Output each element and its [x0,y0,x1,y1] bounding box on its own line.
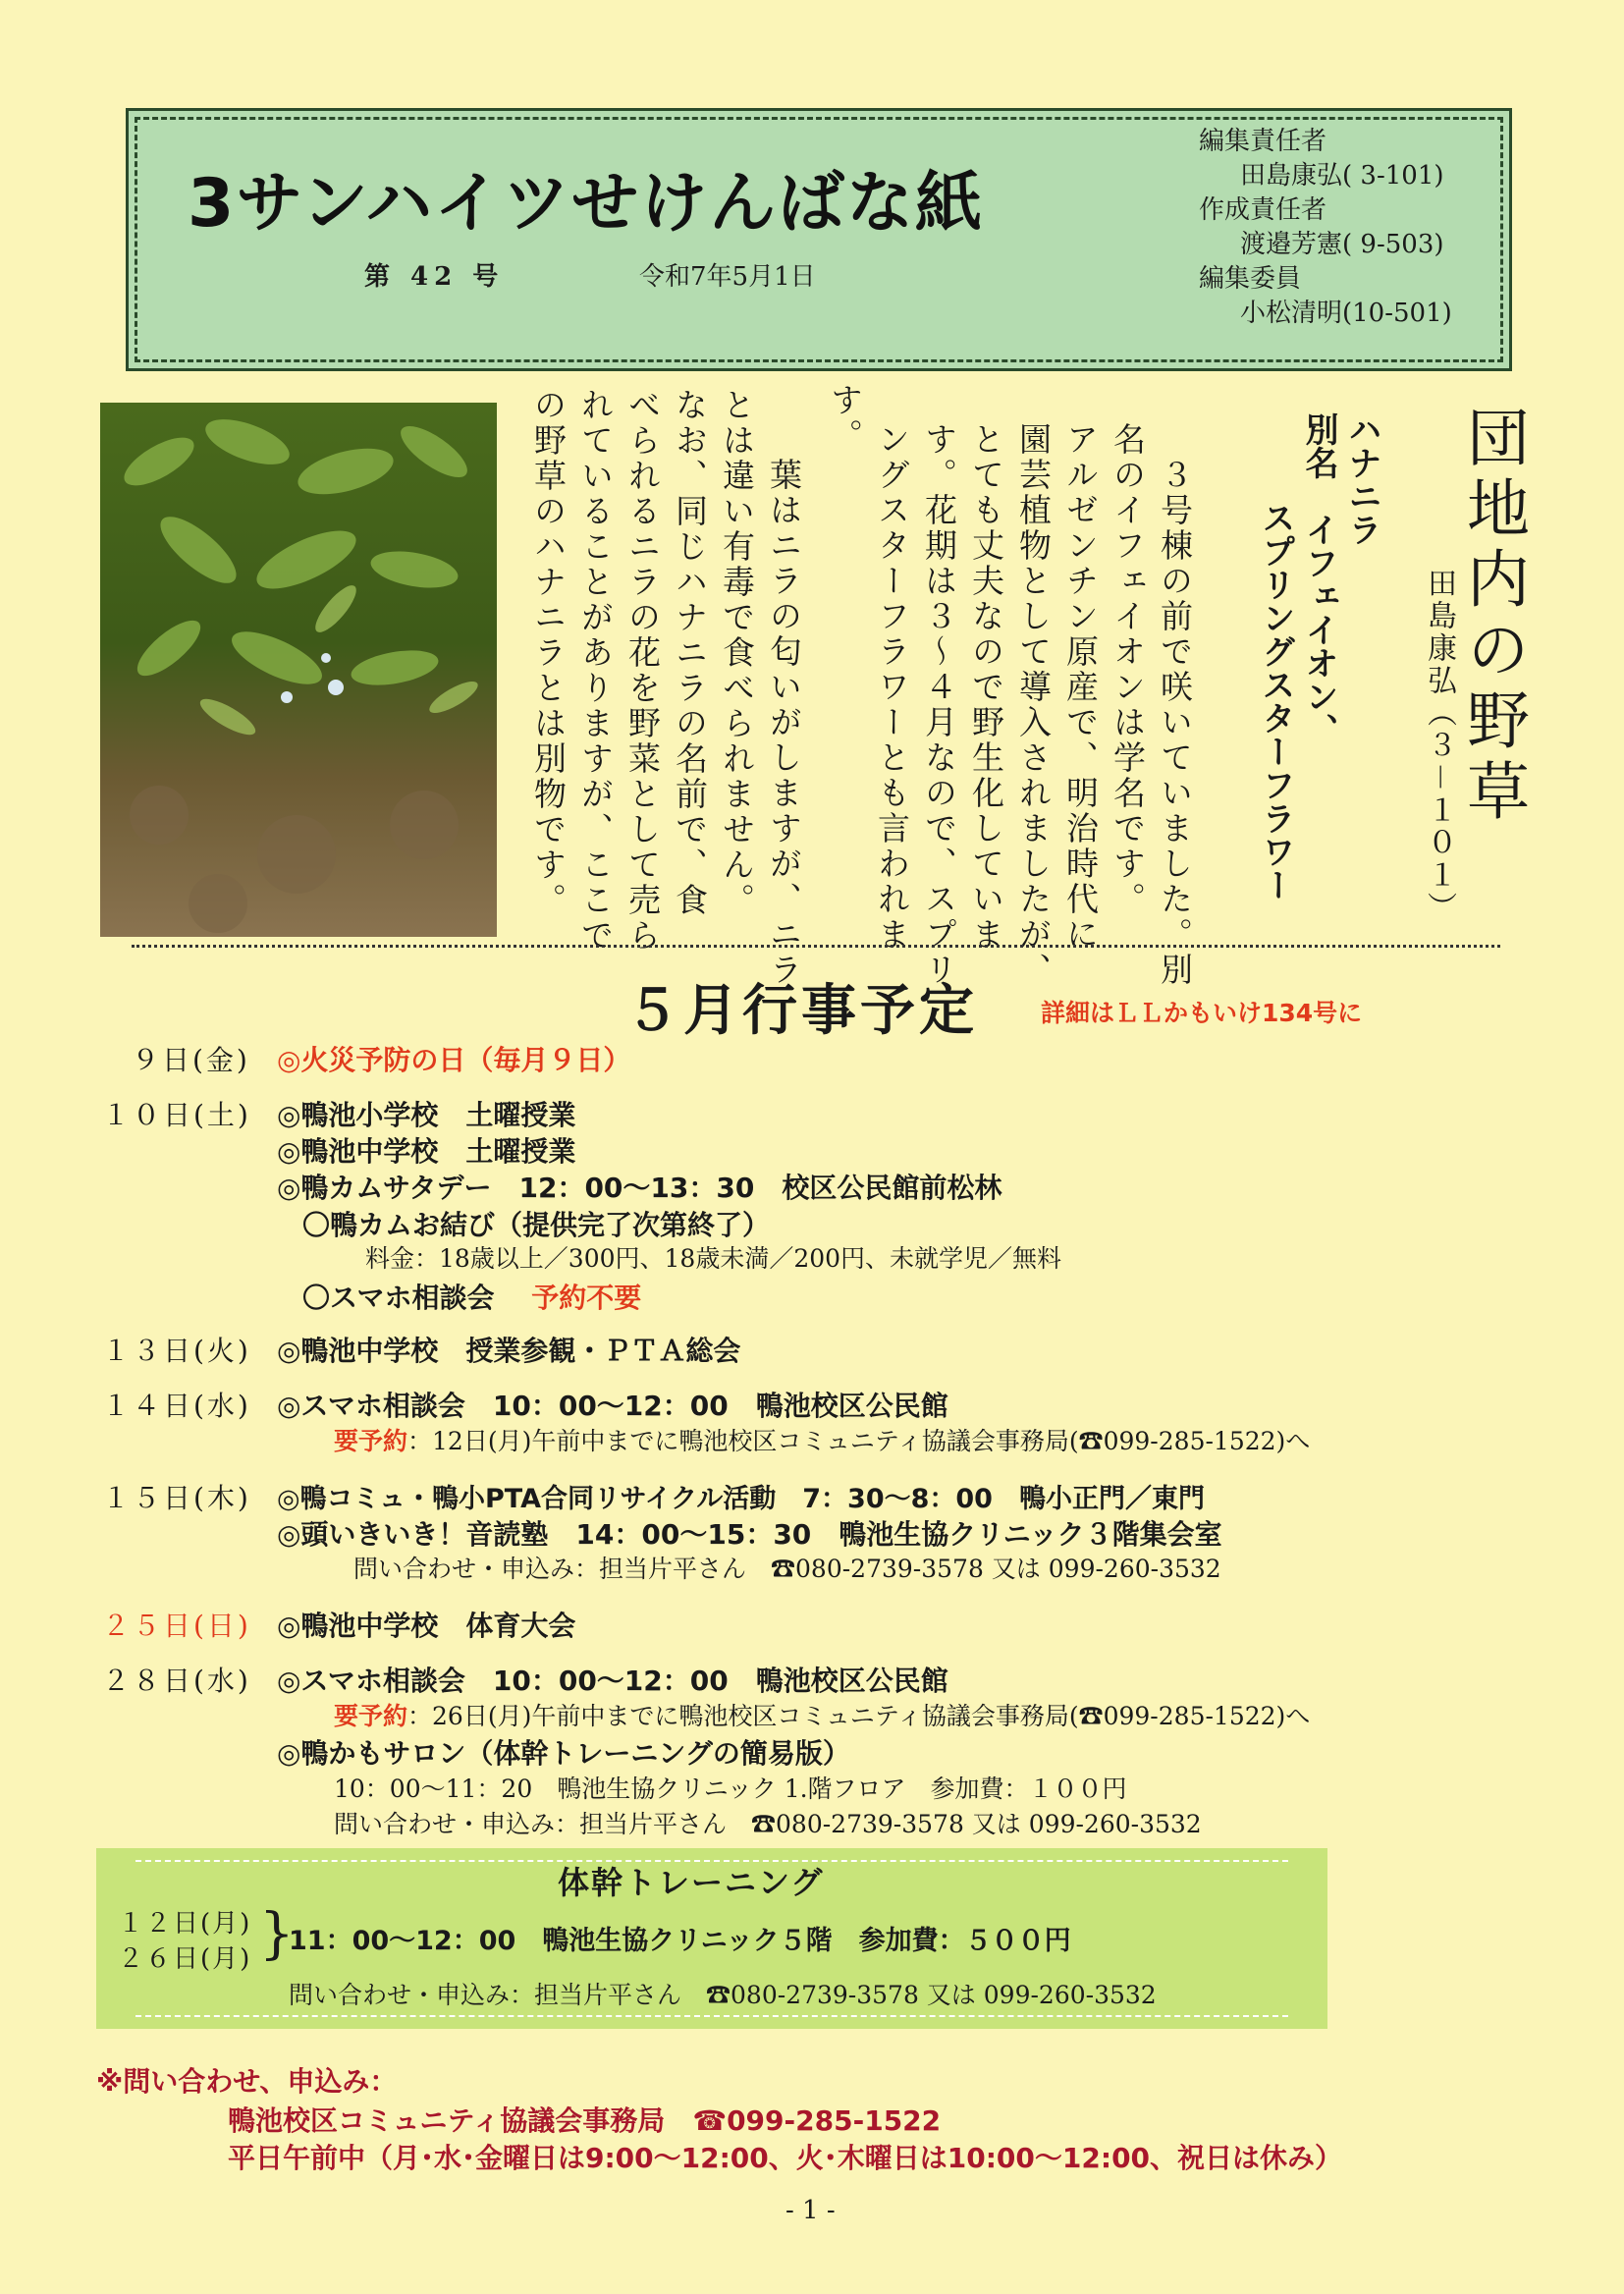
contact-heading: ※問い合わせ、申込み： [96,2065,398,2098]
event-detail: 問い合わせ・申込み：担当片平さん ☎080-2739-3578 又は 099-260-3532 [334,1810,1202,1838]
article-subtitle: スプリングスターフラワー [1256,501,1295,901]
event-detail: 問い合わせ・申込み：担当片平さん ☎080-2739-3578 又は 099-260-3532 [353,1555,1221,1583]
training-date: １２日(月) [118,1909,252,1939]
training-detail: 11：00～12：00 鴨池生協クリニック５階 参加費：５００円 [289,1926,1071,1956]
article-line: 葉はニラの匂いがしますが、ニラ [765,422,803,988]
event-item: ◎鴨池中学校 体育大会 [277,1610,576,1642]
article-line: れていることがありますが、ここで [576,388,615,954]
event-detail [334,1697,1310,1732]
event-detail [334,1422,1310,1457]
event-item: ◎鴨池中学校 土曜授業 [277,1135,576,1168]
event-detail: 10：00～11：20 鴨池生協クリニック 1.階フロア 参加費：１００円 [334,1775,1127,1803]
training-title: 体幹トレーニング [558,1864,825,1901]
article-line: の野草のハナニラとは別物です。 [529,388,568,918]
article-line: とは違い有毒で食べられません。 [718,388,756,918]
article-subtitle: 別名 イフェイオン、 [1299,412,1338,746]
event-item-text: 〇スマホ相談会 [302,1282,495,1314]
editor-name: 田島康弘( 3-101) [1240,161,1444,191]
event-item: ◎鴨カムサタデー 12：00～13：30 校区公民館前松林 [277,1172,1002,1204]
event-item: ◎頭いきいき！音読塾 14：00～15：30 鴨池生協クリニック３階集会室 [277,1518,1222,1551]
article-line: とても丈夫なので野生化していま [967,422,1005,953]
event-item [302,1277,641,1316]
event-item: 〇鴨カムお結び（提供完了次第終了） [302,1209,771,1241]
event-date: １０日(土) [102,1099,251,1131]
flower-photo [100,403,497,937]
editor-name: 小松清明(10-501) [1240,299,1452,328]
masthead-box [126,108,1512,371]
section-divider [132,945,1500,948]
training-contact: 問い合わせ・申込み：担当片平さん ☎080-2739-3578 又は 099-260-3532 [289,1981,1157,2009]
event-detail-text: ：26日(月)午前中までに鴨池校区コミュニティ協議会事務局(☎099-285-1522)へ [407,1702,1311,1730]
newsletter-title: 3サンハイツせけんばな紙 [188,165,985,243]
editor-role: 作成責任者 [1199,195,1327,225]
editor-name: 渡邉芳憲( 9-503) [1240,230,1444,259]
article-line: す。 [826,383,864,454]
article-line: アルゼンチン原産で、明治時代に [1061,422,1100,953]
no-reservation-label: 予約不要 [531,1282,642,1314]
page-number: - 1 - [785,2196,836,2225]
contact-office: 鴨池校区コミュニティ協議会事務局 ☎099-285-1522 [228,2104,942,2137]
editors-list [1199,125,1452,331]
article-line: す。花期は３～４月なので、スプリ [920,422,958,988]
schedule-title: ５月行事予定 [624,979,978,1043]
event-date: ２８日(水) [102,1665,251,1697]
event-item: ◎鴨かもサロン（体幹トレーニングの簡易版） [277,1737,850,1770]
article-author: 田島康弘（３－１０１） [1422,568,1456,924]
training-box [96,1848,1327,2029]
article-line: 名のイフェイオンは学名です。 [1109,422,1147,917]
issue-date: 令和7年5月1日 [639,262,816,292]
brace-icon: } [259,1902,295,1966]
reservation-required-label: 要予約 [334,1702,408,1730]
event-item: ◎鴨池小学校 土曜授業 [277,1099,576,1131]
schedule-note: 詳細はＬＬかもいけ134号に [1041,999,1363,1027]
event-date: ９日(金) [132,1044,250,1076]
editor-role: 編集委員 [1199,264,1302,294]
event-date: １４日(水) [102,1390,251,1422]
editor-role: 編集責任者 [1199,127,1327,156]
article-line: ングスターフラワーとも言われま [873,422,911,953]
event-item: ◎スマホ相談会 10：00～12：00 鴨池校区公民館 [277,1665,948,1697]
article-subtitle: ハナニラ [1342,412,1381,546]
event-item: ◎火災予防の日（毎月９日） [277,1044,631,1076]
event-date: １３日(火) [102,1335,251,1367]
issue-number: 第 42 号 [364,262,505,292]
reservation-required-label: 要予約 [334,1427,408,1455]
event-date: １５日(木) [102,1482,251,1514]
article-title: 団地内の野草 [1456,405,1529,829]
article-line: なお、同じハナニラの名前で、食 [671,388,709,918]
event-item: ◎鴨コミュ・鴨小PTA合同リサイクル活動 7：30～8：00 鴨小正門／東門 [277,1484,1205,1514]
article-line: 園芸植物として導入されましたが、 [1014,422,1053,988]
training-date: ２６日(月) [118,1944,252,1974]
event-detail-text: ：12日(月)午前中までに鴨池校区コミュニティ協議会事務局(☎099-285-1522)へ [407,1427,1311,1455]
article-line: べられるニラの花を野菜として売ら [623,388,662,954]
event-detail: 料金：18歳以上／300円、18歳未満／200円、未就学児／無料 [365,1244,1062,1273]
event-item: ◎スマホ相談会 10：00～12：00 鴨池校区公民館 [277,1390,948,1422]
event-item: ◎鴨池中学校 授業参観・ＰＴＡ総会 [277,1335,741,1367]
event-date: ２５日(日) [102,1610,251,1642]
contact-hours: 平日午前中（月･水･金曜日は9:00～12:00、火･木曜日は10:00～12:00、祝日は休み） [228,2142,1343,2174]
article-line: ３号棟の前で咲いていました。別 [1156,422,1194,988]
